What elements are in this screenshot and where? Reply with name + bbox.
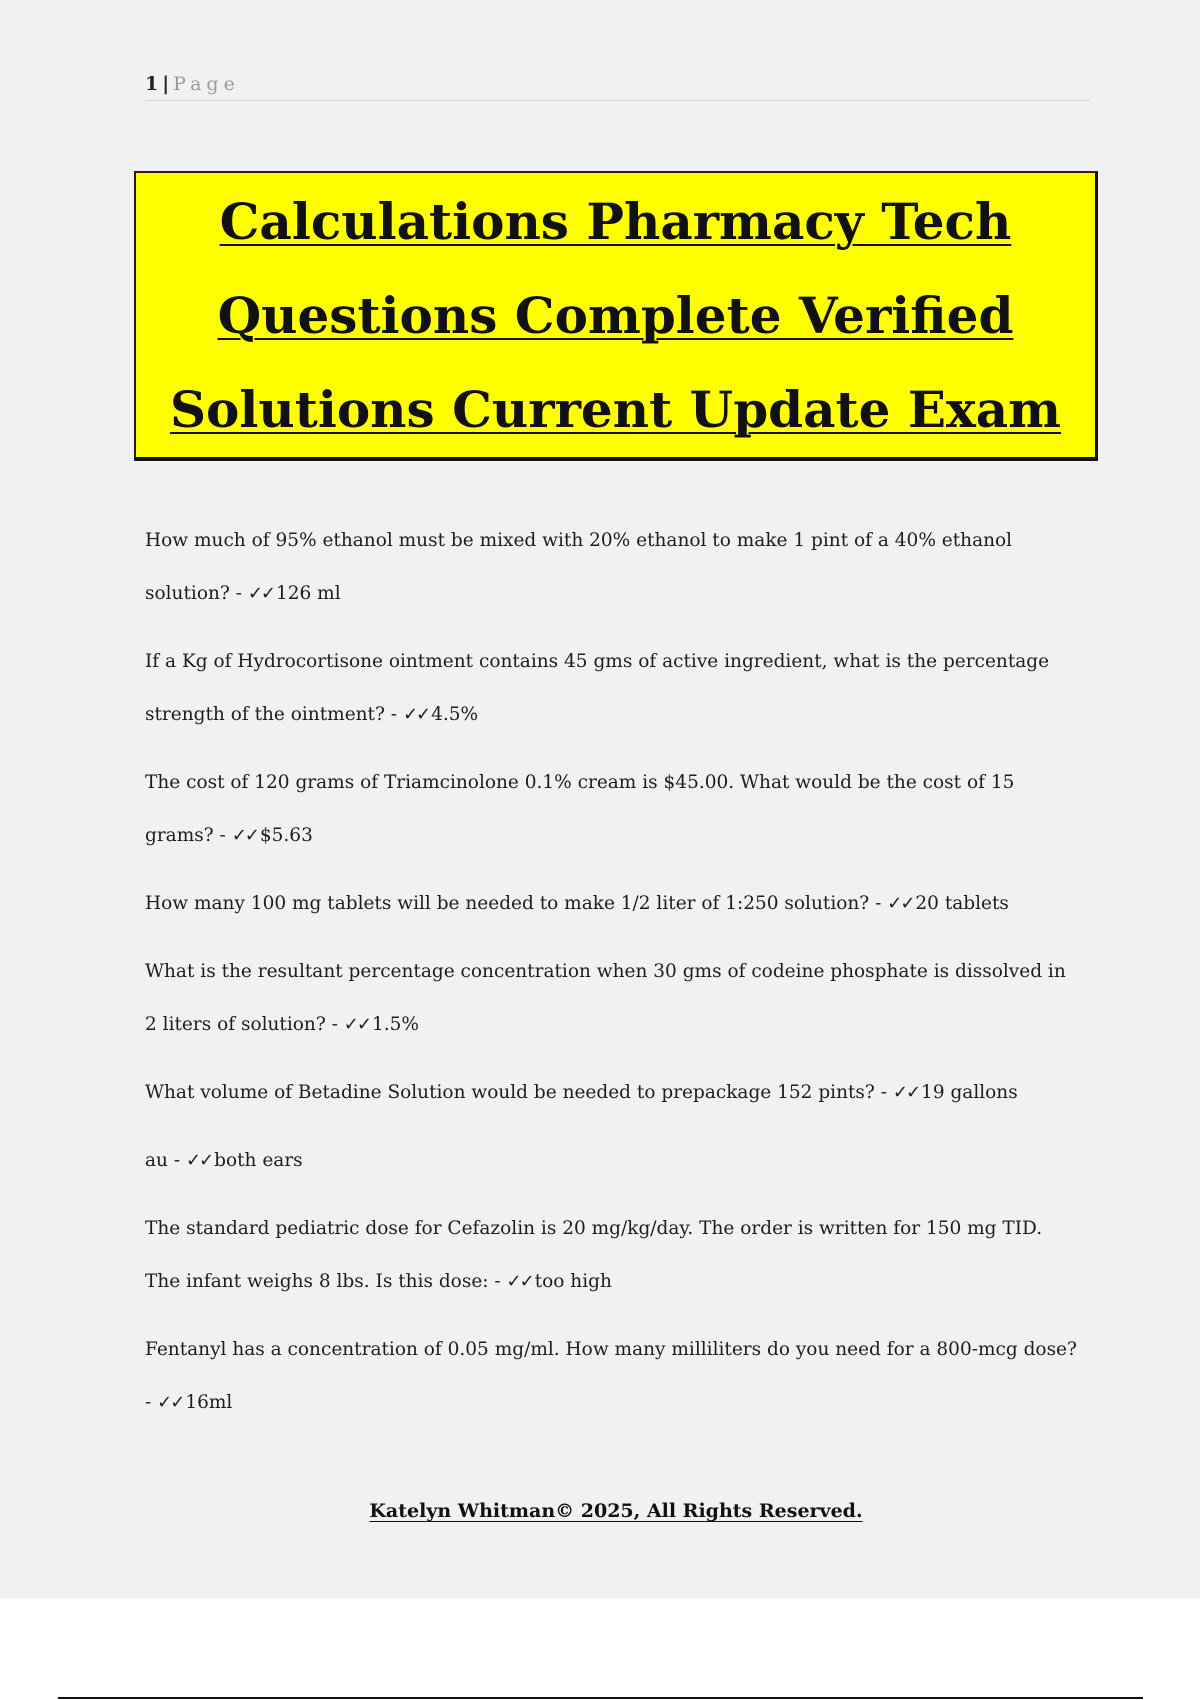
question-text: Fentanyl has a concentration of 0.05 mg/ml. How many milliliters do you need for a 800-mcg dose? - xyxy=(145,1339,1077,1413)
question-text: What is the resultant percentage concentration when 30 gms of codeine phosphate is dissolved in 2 liters of solution? - xyxy=(145,961,1066,1035)
copyright-footer xyxy=(0,1500,1200,1522)
question-text: If a Kg of Hydrocortisone ointment contains 45 gms of active ingredient, what is the percentage strength of the ointment? - xyxy=(145,651,1050,725)
answer-text: 16ml xyxy=(185,1392,233,1413)
answer-text: both ears xyxy=(214,1150,303,1171)
question-text: The cost of 120 grams of Triamcinolone 0.1% cream is $45.00. What would be the cost of 15 grams? - xyxy=(145,772,1015,846)
qa-item xyxy=(145,945,1080,1051)
page-label: Page xyxy=(173,73,240,95)
answer-text: 1.5% xyxy=(371,1014,419,1035)
double-check-icon: ✓✓ xyxy=(506,1271,533,1292)
double-check-icon: ✓✓ xyxy=(402,704,430,725)
page-header-separator: | xyxy=(162,73,170,95)
answer-text: too high xyxy=(534,1271,612,1292)
page-number: 1 xyxy=(145,73,159,95)
next-page-divider xyxy=(58,1697,1143,1699)
answer-text: 19 gallons xyxy=(921,1082,1018,1103)
double-check-icon: ✓✓ xyxy=(247,583,274,604)
question-answer-list xyxy=(145,514,1080,1444)
double-check-icon: ✓✓ xyxy=(185,1150,213,1171)
question-text: The standard pediatric dose for Cefazolin is 20 mg/kg/day. The order is written for 150 mg TID. The infant weighs 8 lbs. Is this dose: - xyxy=(145,1218,1043,1292)
qa-item xyxy=(145,756,1080,862)
double-check-icon: ✓✓ xyxy=(157,1392,184,1413)
copyright-text: Katelyn Whitman© 2025, All Rights Reserved. xyxy=(369,1500,863,1522)
double-check-icon: ✓✓ xyxy=(887,893,914,914)
answer-text: $5.63 xyxy=(259,825,313,846)
qa-item xyxy=(145,877,1080,930)
question-text: au - xyxy=(145,1150,181,1171)
double-check-icon: ✓✓ xyxy=(343,1014,370,1035)
qa-item xyxy=(145,635,1080,741)
qa-item xyxy=(145,1202,1080,1308)
title-line-3: Solutions Current Update Exam xyxy=(169,380,1062,439)
question-text: What volume of Betadine Solution would be needed to prepackage 152 pints? - xyxy=(145,1082,887,1103)
title-line-1: Calculations Pharmacy Tech xyxy=(219,192,1012,251)
double-check-icon: ✓✓ xyxy=(231,825,258,846)
question-text: How much of 95% ethanol must be mixed with 20% ethanol to make 1 pint of a 40% ethanol solution? - xyxy=(145,530,1013,604)
answer-text: 20 tablets xyxy=(915,893,1009,914)
qa-item xyxy=(145,1323,1080,1429)
question-text: How many 100 mg tablets will be needed to make 1/2 liter of 1:250 solution? - xyxy=(145,893,882,914)
page-header xyxy=(145,72,1090,101)
answer-text: 126 ml xyxy=(275,583,341,604)
qa-item xyxy=(145,514,1080,620)
title-line-2: Questions Complete Verified xyxy=(217,286,1014,345)
double-check-icon: ✓✓ xyxy=(892,1082,920,1103)
qa-item xyxy=(145,1134,1080,1187)
title-box xyxy=(134,171,1098,461)
answer-text: 4.5% xyxy=(431,704,479,725)
qa-item xyxy=(145,1066,1080,1119)
